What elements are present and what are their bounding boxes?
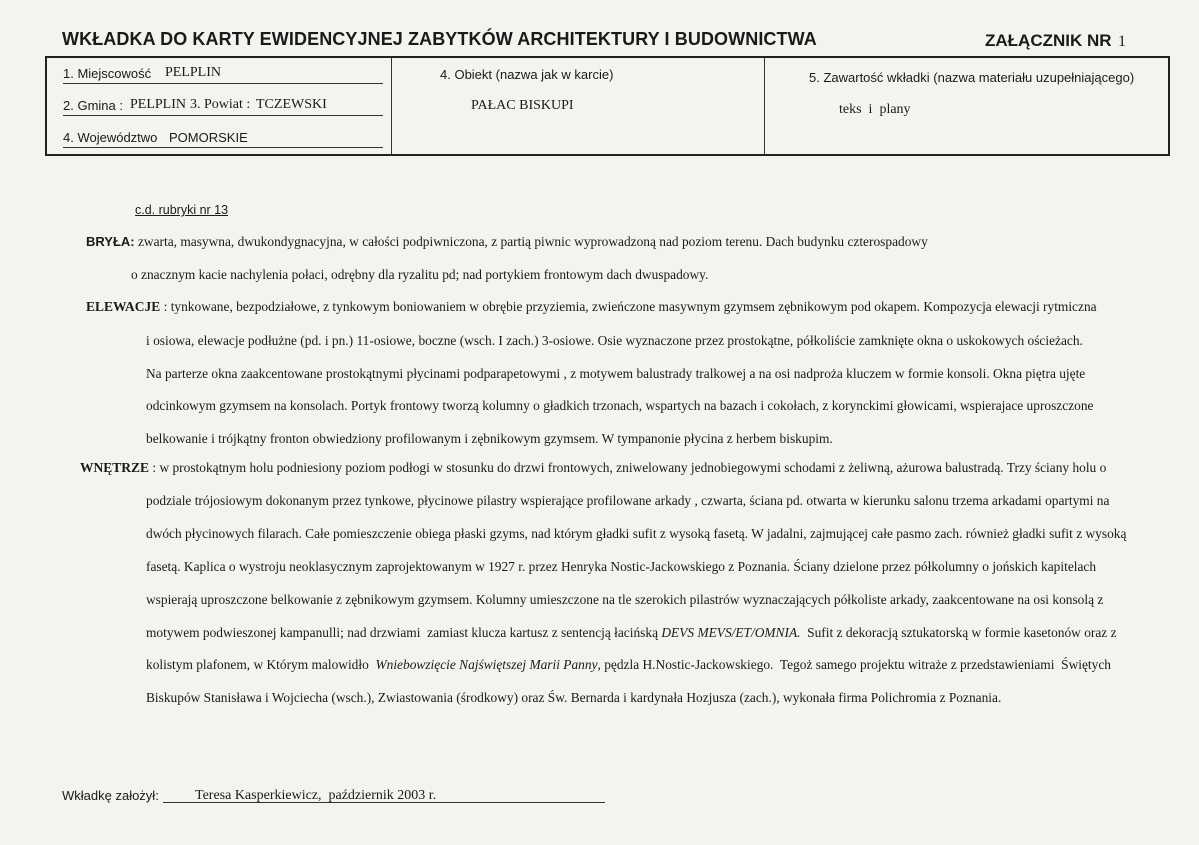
form-divider-2	[764, 58, 765, 154]
wnetrze-line-3: dwóch płycinowych filarach. Całe pomieszczenie obiega płaski gzyms, nad którym gładki sufit z wysoką fasetą. W jadalni, zajmującej całe pasmo zach. również gładki sufit z wysoką	[146, 526, 1127, 541]
form-box	[45, 56, 1170, 156]
wnetrze-line-6	[146, 625, 1117, 641]
document-title: WKŁADKA DO KARTY EWIDENCYJNEJ ZABYTKÓW ARCHITEKTURY I BUDOWNICTWA	[62, 29, 817, 49]
commune-value: PELPLIN	[130, 97, 186, 112]
locality-value: PELPLIN	[165, 65, 221, 80]
wnetrze-line-1	[80, 460, 1106, 476]
contents-label: 5. Zawartość wkładki (nazwa materiału uzupełniającego)	[809, 70, 1135, 85]
elewacje-text-1: : tynkowane, bezpodziałowe, z tynkowym boniowaniem w obrębie przyziemia, zwieńczone masywnym gzymsem zębnikowym pod okapem. Kompozycja elewacji rytmiczna	[160, 299, 1097, 314]
wnetrze-heading: WNĘTRZE	[80, 460, 150, 475]
annex-number: 1	[1118, 33, 1126, 50]
voivodeship-underline	[63, 147, 383, 148]
elewacje-line-4: odcinkowym gzymsem na konsolach. Portyk frontowy tworzą kolumny o gładkich trzonach, wspartych na bazach i cokołach, z korynckimi głowicami, wspierajace uproszczone	[146, 398, 1094, 413]
county-label: 3. Powiat :	[190, 97, 251, 112]
elewacje-line-5: belkowanie i trójkątny fronton obwiedziony profilowanym i zębnikowym gzymsem. W tympanonie płycina z herbem biskupim.	[146, 431, 833, 446]
painting-title: Wniebowzięcie Najświętszej Marii Panny	[375, 657, 598, 672]
wnetrze-line-2: podziale trójosiowym dokonanym przez tynkowe, płycinowe pilastry wspierające profilowane arkady , czwarta, ściana pd. otwarta w kierunku salonu trzema arkadami opartymi na	[146, 493, 1110, 508]
elewacje-line-1	[86, 299, 1097, 315]
elewacje-heading: ELEWACJE	[86, 299, 161, 314]
locality-label: 1. Miejscowość	[63, 66, 152, 81]
locality-underline	[63, 83, 383, 84]
wnetrze-line-4: fasetą. Kaplica o wystroju neoklasycznym zaprojektowanym w 1927 r. przez Henryka Nostic-Jackowskiego z Poznania. Ściany dzielone przez półkolumny o jońskich kapitelach	[146, 559, 1097, 574]
bryla-heading: BRYŁA:	[86, 234, 135, 249]
commune-underline	[63, 115, 383, 116]
form-divider-1	[391, 58, 392, 154]
bryla-line-1	[86, 234, 928, 250]
wnetrze-text-6b: Sufit z dekoracją sztukatorską w formie kasetonów oraz z	[800, 625, 1117, 640]
commune-label: 2. Gmina :	[63, 98, 123, 113]
author-label: Wkładkę założył:	[62, 788, 159, 803]
wnetrze-text-6a: motywem podwieszonej kampanulli; nad drzwiami zamiast klucza kartusz z sentencją łacińską	[146, 625, 662, 640]
wnetrze-line-7	[146, 657, 1111, 673]
bryla-text-1: zwarta, masywna, dwukondygnacyjna, w całości podpiwniczona, z partią piwnic wyprowadzoną nad poziom terenu. Dach budynku czterospadowy	[134, 234, 928, 249]
object-value: PAŁAC BISKUPI	[471, 98, 574, 113]
county-value: TCZEWSKI	[256, 97, 327, 112]
wnetrze-line-8: Biskupów Stanisława i Wojciecha (wsch.), Zwiastowania (środkowy) oraz Św. Bernarda i kardynała Hozjusza (zach.), wykonała firma Polichromia z Poznania.	[146, 690, 1002, 705]
contents-value: teks i plany	[839, 102, 911, 117]
voivodeship-label: 4. Województwo	[63, 130, 158, 145]
wnetrze-text-7b: , pędzla H.Nostic-Jackowskiego. Tegoż samego projektu witraże z przedstawieniami Świętych	[597, 657, 1111, 672]
elewacje-line-2: i osiowa, elewacje podłużne (pd. i pn.) 11-osiowe, boczne (wsch. I zach.) 3-osiowe. Osie wyznaczone przez prostokątne, półkoliście zamknięte okna o uskokowych ościeżach.	[146, 333, 1083, 348]
wnetrze-line-5: wspierają uproszczone belkowanie z zębnikowym gzymsem. Kolumny umieszczone na tle szerokich pilastrów wyznaczających półkoliste arkady, zaakcentowane na osi konsolą z	[146, 592, 1104, 607]
voivodeship-value: POMORSKIE	[169, 130, 248, 145]
latin-sentence: DEVS MEVS/ET/OMNIA.	[661, 625, 801, 640]
wnetrze-text-7a: kolistym plafonem, w Którym malowidło	[146, 657, 376, 672]
object-label: 4. Obiekt (nazwa jak w karcie)	[440, 67, 614, 82]
elewacje-line-3: Na parterze okna zaakcentowane prostokątnymi płycinami podparapetowymi , z motywem balustrady tralkowej a na osi nadproża kluczem w formie konsoli. Okna piętra ujęte	[146, 366, 1086, 381]
continuation-label: c.d. rubryki nr 13	[135, 203, 229, 217]
author-underline	[163, 802, 605, 803]
bryla-line-2: o znacznym kacie nachylenia połaci, odrębny dla ryzalitu pd; nad portykiem frontowym dach dwuspadowy.	[131, 267, 709, 282]
author-value: Teresa Kasperkiewicz, październik 2003 r.	[195, 788, 437, 803]
annex-label: ZAŁĄCZNIK NR	[985, 31, 1112, 50]
wnetrze-text-1: : w prostokątnym holu podniesiony poziom podłogi w stosunku do drzwi frontowych, zniwelowany jednobiegowymi schodami z żeliwną, ażurowa balustradą. Trzy ściany holu o	[149, 460, 1107, 475]
